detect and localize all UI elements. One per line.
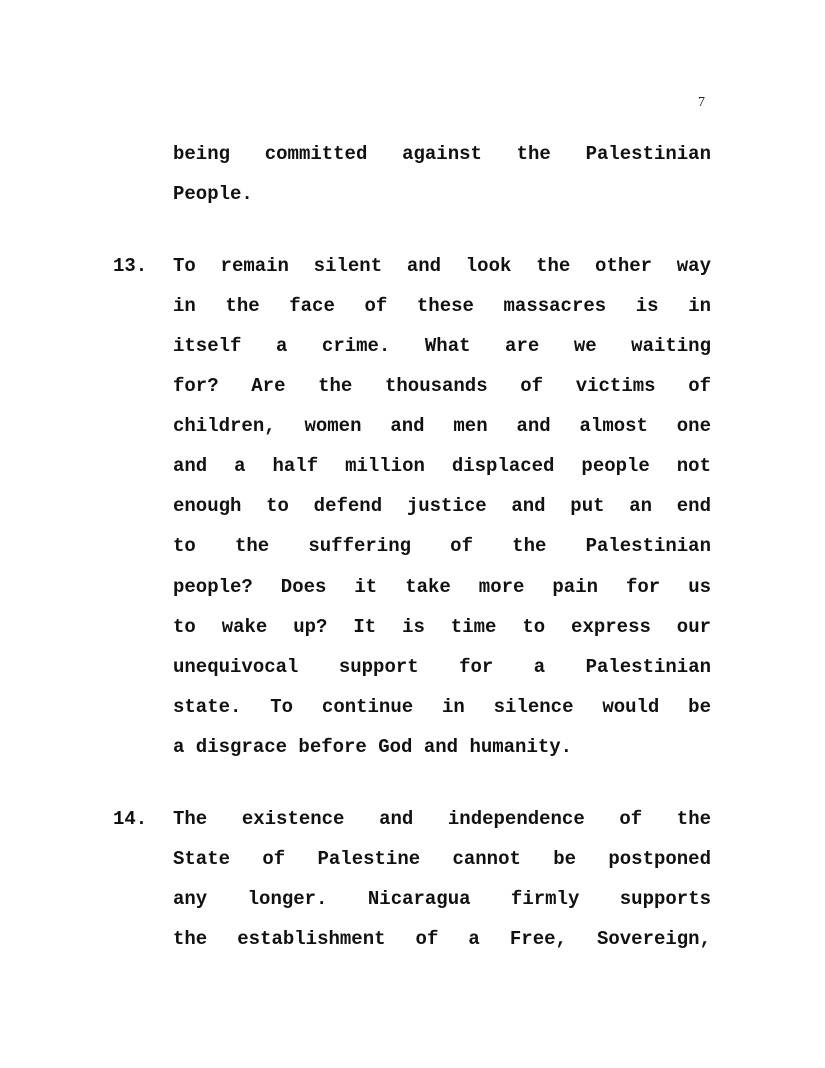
text-line: state. To continue in silence would be <box>173 696 711 718</box>
text-line: being committed against the Palestinian <box>173 143 711 165</box>
text-line: for? Are the thousands of victims of <box>173 375 711 397</box>
text-line: children, women and men and almost one <box>173 415 711 437</box>
text-line: to the suffering of the Palestinian <box>173 535 711 557</box>
text-line: in the face of these massacres is in <box>173 295 711 317</box>
text-line: any longer. Nicaragua firmly supports <box>173 888 711 910</box>
text-line: itself a crime. What are we waiting <box>173 335 711 357</box>
paragraph-number: 13. <box>113 255 148 277</box>
text-line: the establishment of a Free, Sovereign, <box>173 928 711 950</box>
text-line: people? Does it take more pain for us <box>173 576 711 598</box>
text-line: and a half million displaced people not <box>173 455 711 477</box>
text-line: People. <box>173 183 253 205</box>
text-line: The existence and independence of the <box>173 808 711 830</box>
page-number: 7 <box>698 95 705 110</box>
paragraph-number: 14. <box>113 808 148 830</box>
text-line: to wake up? It is time to express our <box>173 616 711 638</box>
text-line: a disgrace before God and humanity. <box>173 736 573 758</box>
text-line: State of Palestine cannot be postponed <box>173 848 711 870</box>
text-line: enough to defend justice and put an end <box>173 495 711 517</box>
text-line: unequivocal support for a Palestinian <box>173 656 711 678</box>
text-line: To remain silent and look the other way <box>173 255 711 277</box>
